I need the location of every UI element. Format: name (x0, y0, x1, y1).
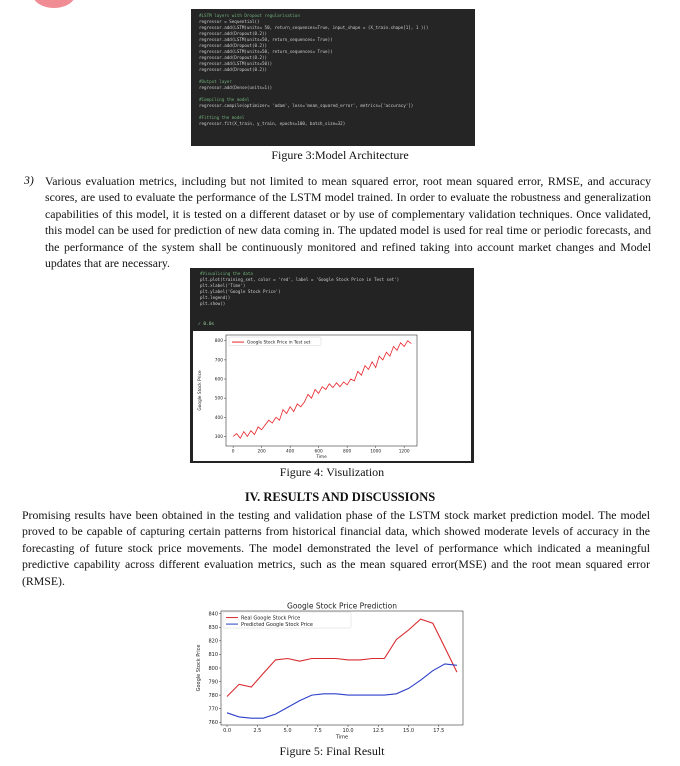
x-tick-label: 15.0 (402, 728, 415, 734)
section-heading: IV. RESULTS AND DISCUSSIONS (244, 490, 436, 504)
x-tick-label: 0.0 (223, 728, 232, 734)
code1-line: regressor.compile(optimizer= 'adam', loss='mean_squared_error', metrics=['accuracy']) (199, 103, 414, 108)
y-tick-label: 790 (208, 679, 218, 686)
y-tick-label: 760 (208, 720, 218, 727)
y-tick-label: 840 (208, 611, 218, 618)
code1-line: regressor = Sequential() (199, 19, 260, 24)
code1-line: regressor.add(Dropout(0.2)) (199, 31, 268, 36)
y-tick-label: 770 (208, 706, 218, 713)
code1-line: #Compiling the model (199, 97, 250, 102)
code2-line: plt.xlabel('Time') (200, 283, 246, 288)
code2-line: plt.plot(training_set, color = 'red', label = 'Google Stock Price in Test set') (200, 277, 400, 282)
x-tick-label: 1000 (370, 449, 382, 455)
y-tick-label: 780 (208, 692, 218, 699)
code1-line: regressor.add(LSTM(units= 50, return_sequences=True, input_shape = (X_train.shape[1], 1 ))) (199, 25, 429, 30)
chart-google-stock-test-set (193, 331, 471, 461)
y-axis-label: Google Stock Price (196, 644, 202, 692)
figure4-caption: Figure 4: Visulization (279, 465, 385, 479)
cell-status: ✓ 0.0s (198, 322, 215, 327)
chart-google-stock-prediction (193, 601, 471, 739)
x-tick-label: 1200 (398, 449, 410, 455)
legend-label: Real Google Stock Price (241, 615, 301, 622)
y-tick-label: 600 (214, 377, 223, 383)
y-tick-label: 820 (208, 638, 218, 645)
code1-line: regressor.add(Dense(units=1)) (199, 85, 273, 90)
figure5-caption: Figure 5: Final Result (279, 744, 385, 758)
code1-line: regressor.add(LSTM(units=50, return_sequences= True)) (199, 37, 333, 42)
paragraph-evaluation: Various evaluation metrics, including but not limited to mean squared error, root mean squared error, RMSE, and accuracy scores, are used to evaluate the performance of the LSTM model trained. In order to evaluate the robustness and generalization capabilities of this model, it is tested on a different dataset or by use of complementary validation techniques. Once validated, this model can be used for prediction of new data coming in. The updated model is used for real time or periodic forecasts, and the performance of the system shall be continuously monitored and refined taking into account market changes and Model updates that are necessary. (45, 174, 651, 271)
figure3-caption: Figure 3:Model Architecture (271, 148, 409, 162)
x-axis-label: Time (335, 734, 349, 739)
code-cell-visualising (190, 268, 474, 318)
x-tick-label: 0 (231, 449, 235, 455)
code1-line: regressor.add(Dropout(0.2)) (199, 55, 268, 60)
code2-line: #Visualising the data (200, 271, 253, 276)
code1-line: regressor.add(LSTM(units=50, return_sequences= True)) (199, 49, 333, 54)
x-tick-label: 400 (286, 449, 295, 455)
y-tick-label: 830 (208, 625, 218, 632)
x-tick-label: 5.0 (283, 728, 292, 734)
list-number: 3) (24, 173, 34, 187)
y-tick-label: 800 (208, 665, 218, 672)
legend-label: Predicted Google Stock Price (241, 621, 313, 628)
legend-label: Google Stock Price in Test set (247, 340, 311, 346)
code2-line: plt.ylabel('Google Stock Price') (200, 289, 281, 294)
code-cell-model-architecture (191, 9, 475, 146)
y-tick-label: 400 (214, 415, 223, 421)
x-axis-label: Time (316, 454, 327, 460)
y-tick-label: 300 (214, 434, 223, 440)
x-tick-label: 10.0 (342, 728, 354, 734)
code1-line: regressor.add(Dropout(0.2)) (199, 43, 268, 48)
paragraph-results: Promising results have been obtained in the testing and validation phase of the LSTM stock market prediction model. The model proved to be capable of capturing certain patterns from historical financial data, which showed moderate levels of accuracy in the forecasting of future stock price movements. The model demonstrated the level of performance which indicated a meaningful predictive capability across different evaluation metrics, such as the mean squared error(MSE) and the root mean squared error (RMSE). (22, 508, 650, 588)
code2-line: plt.show() (200, 301, 226, 306)
x-tick-label: 200 (257, 449, 266, 455)
x-tick-label: 2.5 (253, 728, 262, 734)
x-tick-label: 17.5 (433, 728, 445, 734)
x-tick-label: 12.5 (372, 728, 384, 734)
x-tick-label: 600 (314, 449, 323, 455)
y-tick-label: 500 (214, 396, 223, 402)
code1-line: #Output layer (199, 79, 232, 84)
x-tick-label: 800 (343, 449, 352, 455)
code1-line: regressor.add(LSTM(units=50)) (199, 61, 273, 66)
y-tick-label: 810 (208, 652, 218, 659)
y-tick-label: 800 (214, 339, 223, 345)
code1-line: #Fitting the model (199, 115, 245, 120)
x-tick-label: 7.5 (313, 728, 322, 734)
code1-line: regressor.add(Dropout(0.2)) (199, 67, 268, 72)
decorative-pink-blob (32, 0, 76, 8)
code2-line: plt.legend() (200, 295, 231, 300)
figure4-notebook-output (190, 268, 474, 463)
code1-line: #LSTM layers with Dropout regularisation (199, 13, 300, 18)
chart-background (193, 331, 471, 461)
y-axis-label: Google Stock Price (198, 370, 203, 411)
chart-title: Google Stock Price Prediction (287, 601, 397, 611)
y-tick-label: 700 (214, 358, 223, 364)
code1-line: regressor.fit(X_train, y_train, epochs=100, batch_size=32) (199, 121, 346, 126)
